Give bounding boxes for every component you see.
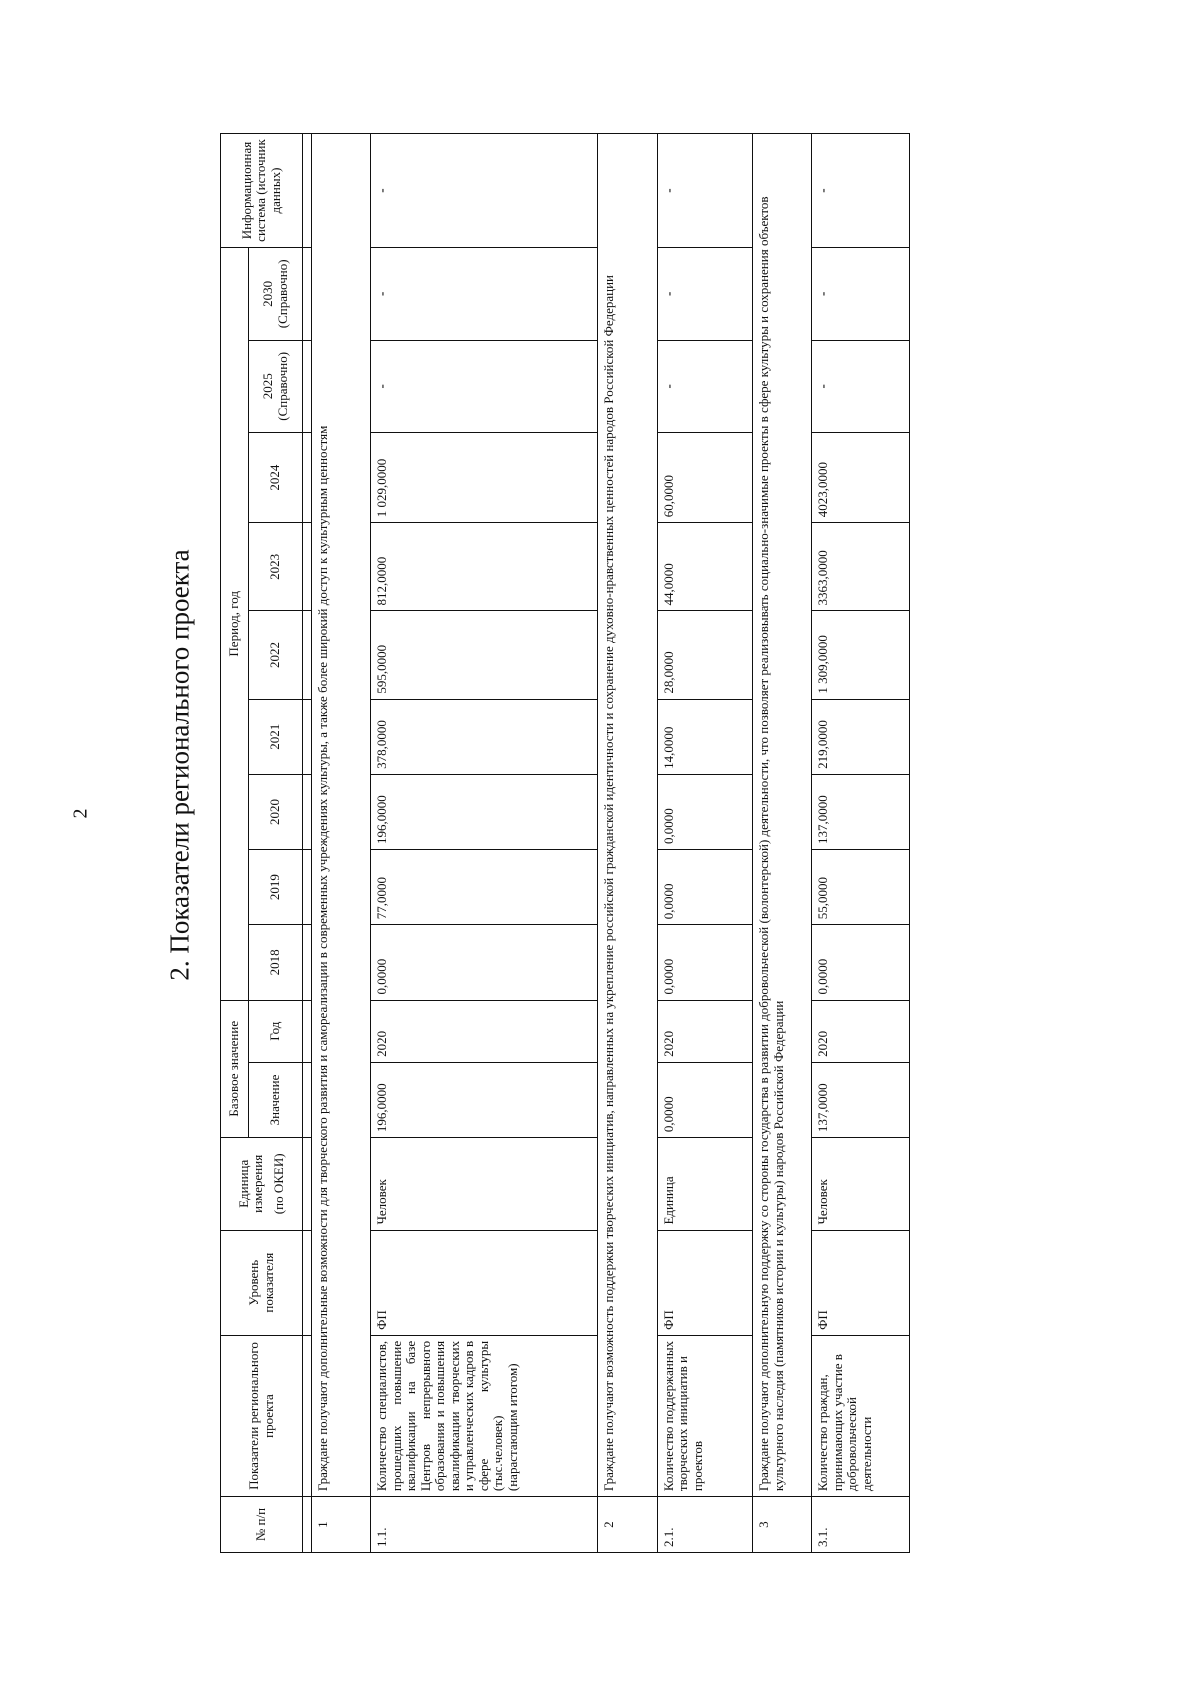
row-value-2025: - — [657, 340, 752, 432]
indicators-table-container — [220, 133, 910, 1553]
header-year-2022: 2022 — [249, 611, 303, 699]
header-base-value: Значение — [249, 1062, 303, 1137]
row-base-year: 2020 — [812, 1000, 910, 1062]
header-year-2019: 2019 — [249, 850, 303, 925]
goal-text: Граждане получают дополнительные возможности для творческого развития и самореализации в современных учреждениях культуры, а также более широкий доступ к культурным ценностям — [312, 134, 371, 1497]
row-value-2018: 0,0000 — [657, 925, 752, 1000]
row-value-2021: 14,0000 — [657, 699, 752, 774]
row-level: ФП — [812, 1230, 910, 1335]
header-2030-year: 2030 — [259, 280, 275, 307]
goal-num: 2 — [598, 1497, 657, 1553]
row-value-2019: 0,0000 — [657, 850, 752, 925]
header-base-year: Год — [249, 1000, 303, 1062]
header-base: Базовое значение — [221, 1000, 249, 1138]
row-level: ФП — [657, 1230, 752, 1335]
row-value-2018: 0,0000 — [371, 925, 598, 1000]
header-year-2020: 2020 — [249, 774, 303, 849]
row-base-value: 137,0000 — [812, 1062, 910, 1137]
row-value-2021: 219,0000 — [812, 699, 910, 774]
table-row — [371, 134, 598, 1553]
row-name: Количество специалистов, прошедших повышение квалификации на базе Центров непрерывного образования и повышения квалификации творческих и управленческих кадров в сфере культуры (тыс.человек) (нарастающим итогом) — [371, 1335, 598, 1496]
header-year-2021: 2021 — [249, 699, 303, 774]
header-source: Информационная система (источник данных) — [221, 134, 303, 248]
header-level: Уровень показателя — [221, 1230, 303, 1335]
row-name: Количество поддержанных творческих инициатив и проектов — [657, 1335, 752, 1496]
row-num: 2.1. — [657, 1497, 752, 1553]
row-value-2025: - — [371, 340, 598, 432]
goal-row — [312, 134, 371, 1553]
row-value-2018: 0,0000 — [812, 925, 910, 1000]
row-unit: Человек — [812, 1138, 910, 1230]
row-value-2024: 4023,0000 — [812, 433, 910, 523]
row-value-2022: 28,0000 — [657, 611, 752, 699]
header-2030-ref: (Справочно) — [274, 259, 290, 329]
row-value-2024: 1 029,0000 — [371, 433, 598, 523]
header-unit-line2: (по ОКЕИ) — [270, 1153, 286, 1215]
header-year-2030 — [249, 248, 303, 341]
header-year-2024: 2024 — [249, 433, 303, 523]
row-value-2020: 0,0000 — [657, 774, 752, 849]
page-number: 2 — [69, 808, 92, 819]
goal-row — [598, 134, 657, 1553]
header-2025-ref: (Справочно) — [274, 351, 290, 421]
row-value-2023: 3363,0000 — [812, 523, 910, 611]
row-value-2024: 60,0000 — [657, 433, 752, 523]
header-year-2023: 2023 — [249, 523, 303, 611]
row-num: 3.1. — [812, 1497, 910, 1553]
header-period: Период, год — [221, 248, 249, 1000]
row-value-2023: 812,0000 — [371, 523, 598, 611]
header-unit — [221, 1138, 303, 1230]
row-unit: Человек — [371, 1138, 598, 1230]
row-value-2020: 137,0000 — [812, 774, 910, 849]
row-value-2030: - — [812, 248, 910, 341]
row-unit: Единица — [657, 1138, 752, 1230]
header-indicator: Показатели регионального проекта — [221, 1335, 303, 1496]
table-row — [812, 134, 910, 1553]
row-value-2020: 196,0000 — [371, 774, 598, 849]
goal-text: Граждане получают возможность поддержки творческих инициатив, направленных на укрепление российской гражданской идентичности и сохранение духовно-нравственных ценностей народов Российской Федерации — [598, 134, 657, 1497]
row-level: ФП — [371, 1230, 598, 1335]
row-base-year: 2020 — [371, 1000, 598, 1062]
table-row — [657, 134, 752, 1553]
row-value-2022: 595,0000 — [371, 611, 598, 699]
header-year-2018: 2018 — [249, 925, 303, 1000]
row-value-2019: 55,0000 — [812, 850, 910, 925]
header-2025-year: 2025 — [259, 373, 275, 400]
row-value-2025: - — [812, 340, 910, 432]
indicators-table — [220, 133, 910, 1553]
row-num: 1.1. — [371, 1497, 598, 1553]
row-source: - — [657, 134, 752, 248]
goal-num: 1 — [312, 1497, 371, 1553]
goal-row — [753, 134, 812, 1553]
goal-text: Граждане получают дополнительную поддержку со стороны государства в развитии добровольческой (волонтерской) деятельности, что позволяет реализовывать социально-значимые проекты в сфере культуры и сохранения объектов культурного наследия (памятников истории и культуры) народов Российской Федерации — [753, 134, 812, 1497]
row-value-2030: - — [657, 248, 752, 341]
header-num: № п/п — [221, 1497, 303, 1553]
row-value-2021: 378,0000 — [371, 699, 598, 774]
row-value-2023: 44,0000 — [657, 523, 752, 611]
header-year-2025 — [249, 340, 303, 432]
row-name: Количество граждан, принимающих участие в добровольческой деятельности — [812, 1335, 910, 1496]
row-source: - — [371, 134, 598, 248]
row-base-value: 0,0000 — [657, 1062, 752, 1137]
section-title: 2. Показатели регионального проекта — [164, 549, 195, 981]
row-value-2019: 77,0000 — [371, 850, 598, 925]
row-source: - — [812, 134, 910, 248]
row-base-value: 196,0000 — [371, 1062, 598, 1137]
row-base-year: 2020 — [657, 1000, 752, 1062]
goal-num: 3 — [753, 1497, 812, 1553]
row-value-2030: - — [371, 248, 598, 341]
row-value-2022: 1 309,0000 — [812, 611, 910, 699]
header-unit-line1: Единица измерения — [235, 1154, 266, 1213]
